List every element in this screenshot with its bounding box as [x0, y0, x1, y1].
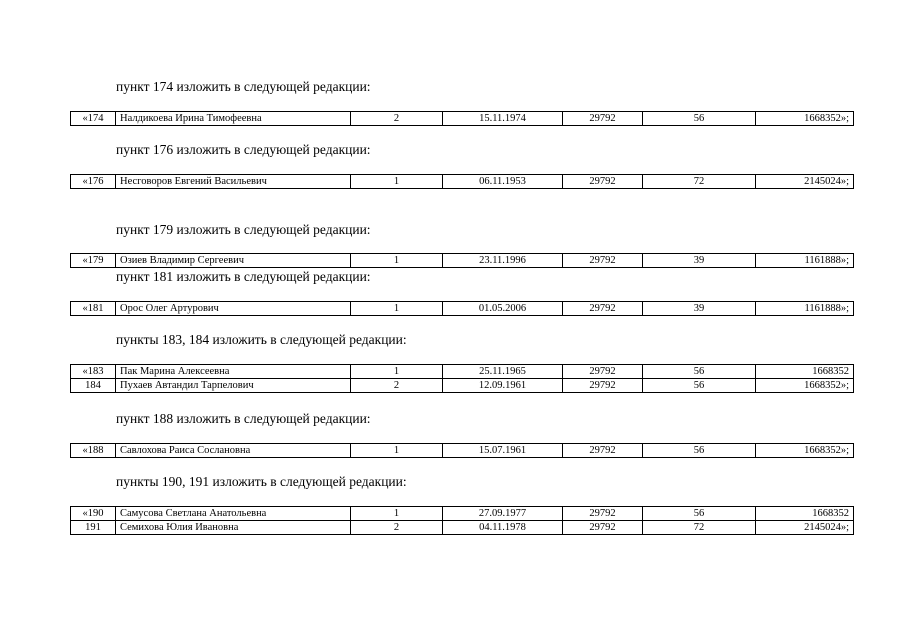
item-number: «190 [71, 507, 116, 521]
multiplier: 56 [643, 112, 756, 126]
section-heading: пункт 174 изложить в следующей редакции: [116, 79, 371, 94]
birth-date: 06.11.1953 [443, 175, 563, 189]
base-amount: 29792 [563, 444, 643, 458]
table-row [71, 175, 854, 189]
person-name: Семихова Юлия Ивановна [116, 521, 351, 535]
group-value: 1 [351, 444, 443, 458]
section-heading: пункт 181 изложить в следующей редакции: [116, 269, 371, 284]
table-row [71, 507, 854, 521]
total-amount: 2145024»; [756, 175, 854, 189]
multiplier: 56 [643, 444, 756, 458]
base-amount: 29792 [563, 521, 643, 535]
section-heading: пункты 183, 184 изложить в следующей редакции: [116, 332, 407, 347]
group-value: 1 [351, 254, 443, 268]
multiplier: 56 [643, 507, 756, 521]
person-name: Несговоров Евгений Васильевич [116, 175, 351, 189]
amendment-table [70, 443, 854, 458]
table-row [71, 444, 854, 458]
item-number: «188 [71, 444, 116, 458]
section-heading: пункт 179 изложить в следующей редакции: [116, 222, 371, 237]
section-heading: пункт 176 изложить в следующей редакции: [116, 142, 371, 157]
total-amount: 1668352»; [756, 112, 854, 126]
group-value: 1 [351, 302, 443, 316]
multiplier: 39 [643, 302, 756, 316]
multiplier: 72 [643, 521, 756, 535]
person-name: Пухаев Автандил Тарпелович [116, 379, 351, 393]
item-number: «183 [71, 365, 116, 379]
multiplier: 39 [643, 254, 756, 268]
total-amount: 1161888»; [756, 302, 854, 316]
section-heading: пункт 188 изложить в следующей редакции: [116, 411, 371, 426]
amendment-table [70, 506, 854, 535]
group-value: 2 [351, 112, 443, 126]
group-value: 1 [351, 175, 443, 189]
birth-date: 12.09.1961 [443, 379, 563, 393]
total-amount: 1668352»; [756, 379, 854, 393]
table-row [71, 112, 854, 126]
table-row [71, 254, 854, 268]
base-amount: 29792 [563, 365, 643, 379]
table-row [71, 379, 854, 393]
birth-date: 25.11.1965 [443, 365, 563, 379]
person-name: Пак Марина Алексеевна [116, 365, 351, 379]
person-name: Савлохова Раиса Сослановна [116, 444, 351, 458]
base-amount: 29792 [563, 379, 643, 393]
birth-date: 27.09.1977 [443, 507, 563, 521]
person-name: Самусова Светлана Анатольевна [116, 507, 351, 521]
total-amount: 1668352 [756, 365, 854, 379]
item-number: «179 [71, 254, 116, 268]
item-number: «176 [71, 175, 116, 189]
multiplier: 56 [643, 365, 756, 379]
table-row [71, 302, 854, 316]
section-heading: пункты 190, 191 изложить в следующей редакции: [116, 474, 407, 489]
amendment-table [70, 364, 854, 393]
birth-date: 04.11.1978 [443, 521, 563, 535]
base-amount: 29792 [563, 507, 643, 521]
total-amount: 1161888»; [756, 254, 854, 268]
group-value: 2 [351, 521, 443, 535]
group-value: 1 [351, 365, 443, 379]
total-amount: 2145024»; [756, 521, 854, 535]
item-number: «181 [71, 302, 116, 316]
group-value: 2 [351, 379, 443, 393]
base-amount: 29792 [563, 112, 643, 126]
multiplier: 72 [643, 175, 756, 189]
birth-date: 15.07.1961 [443, 444, 563, 458]
base-amount: 29792 [563, 254, 643, 268]
person-name: Налдикоева Ирина Тимофеевна [116, 112, 351, 126]
item-number: 184 [71, 379, 116, 393]
multiplier: 56 [643, 379, 756, 393]
base-amount: 29792 [563, 175, 643, 189]
base-amount: 29792 [563, 302, 643, 316]
amendment-table [70, 253, 854, 268]
birth-date: 15.11.1974 [443, 112, 563, 126]
amendment-table [70, 174, 854, 189]
table-row [71, 365, 854, 379]
group-value: 1 [351, 507, 443, 521]
birth-date: 23.11.1996 [443, 254, 563, 268]
amendment-table [70, 301, 854, 316]
table-row [71, 521, 854, 535]
total-amount: 1668352»; [756, 444, 854, 458]
amendment-table [70, 111, 854, 126]
person-name: Озиев Владимир Сергеевич [116, 254, 351, 268]
item-number: 191 [71, 521, 116, 535]
total-amount: 1668352 [756, 507, 854, 521]
item-number: «174 [71, 112, 116, 126]
person-name: Орос Олег Артурович [116, 302, 351, 316]
birth-date: 01.05.2006 [443, 302, 563, 316]
